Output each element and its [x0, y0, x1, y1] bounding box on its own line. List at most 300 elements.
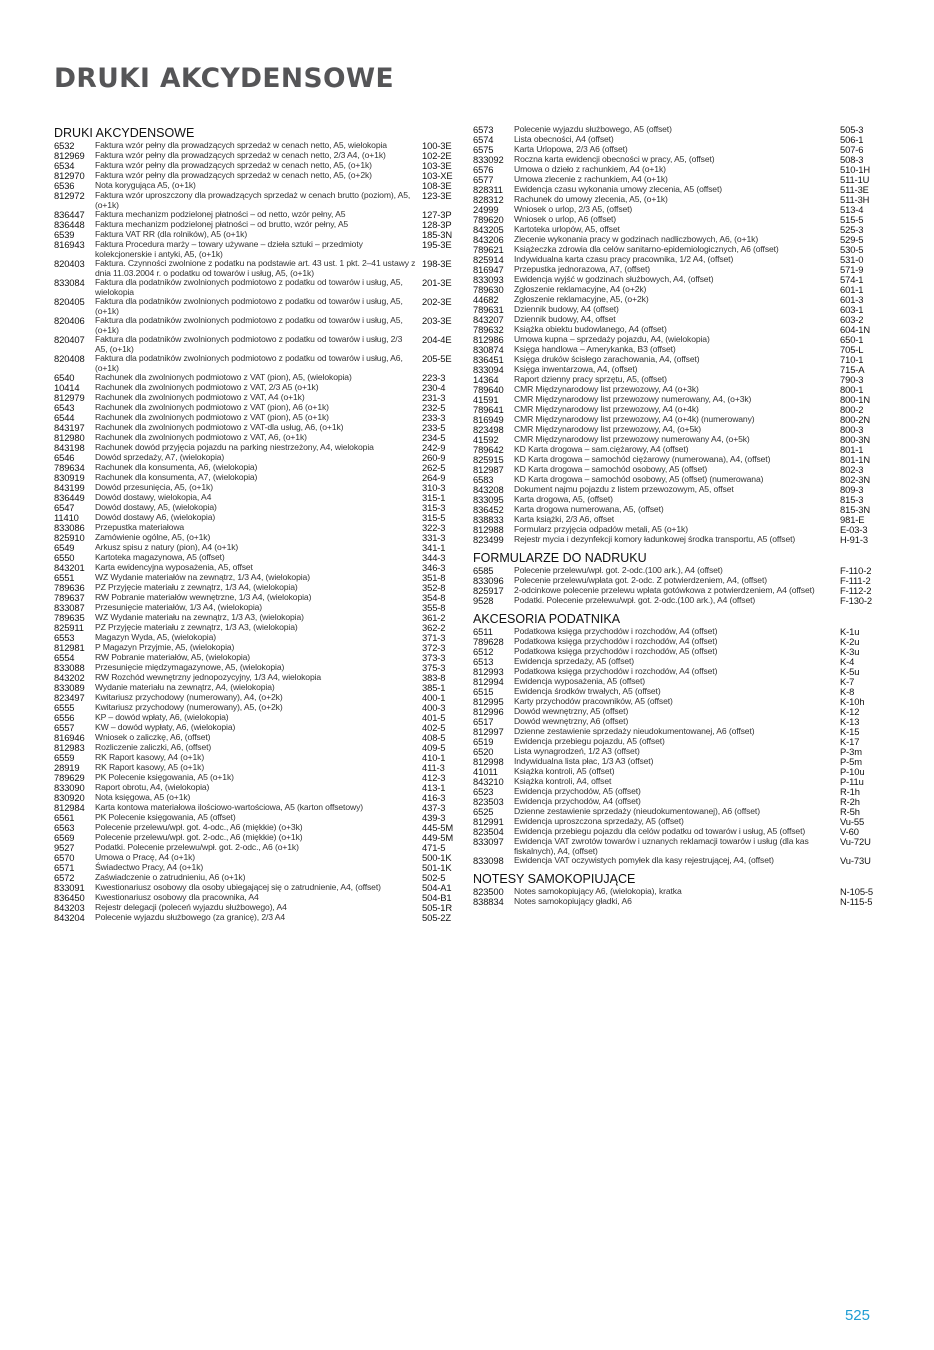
- item-description: Ewidencja przychodów, A4 (offset): [514, 796, 641, 806]
- item-description: Polecenie przelewu/wpłata got. 2-odc. Z potwierdzeniem, A4, (offset): [514, 575, 767, 585]
- item-description: Zamówienie ogólne, A5, (o+1k): [95, 532, 211, 542]
- item-number: 408-5: [422, 732, 446, 743]
- item-number: 529-5: [840, 234, 864, 245]
- catalog-row: [473, 535, 878, 545]
- item-code: 812972: [54, 190, 85, 201]
- item-code: 6546: [54, 452, 75, 463]
- item-description: Dowód wewnętrzny, A6 (offset): [514, 716, 629, 726]
- item-code: 11410: [54, 512, 79, 523]
- item-number: 439-3: [422, 812, 446, 823]
- item-description: PK Polecenie księgowania, A5 (o+1k): [95, 772, 234, 782]
- item-number: 445-5M: [422, 822, 454, 833]
- item-description: Rachunek dla zwolnionych podmiotowo z VAT-dla usług, A6, (o+1k): [95, 422, 344, 432]
- item-code: 843208: [473, 484, 504, 495]
- item-number: 603-2: [840, 314, 864, 325]
- item-description: Karta książki, 2/3 A6, offset: [514, 514, 615, 524]
- item-description: Dowód dostawy A6, (wielokopia): [95, 512, 216, 522]
- item-number: P-5m: [840, 756, 862, 767]
- item-code: 843198: [54, 442, 85, 453]
- item-number: 400-3: [422, 702, 446, 713]
- item-description: Umowa o Pracę, A4 (o+1k): [95, 852, 196, 862]
- item-description: Lista wynagrodzeń, 1/2 A3 (offset): [514, 746, 640, 756]
- item-code: 816947: [473, 264, 504, 275]
- catalog-row: [54, 240, 458, 259]
- item-number: 815-3: [840, 494, 864, 505]
- item-code: 6551: [54, 572, 75, 583]
- right-column: [473, 125, 878, 907]
- item-code: 789636: [54, 582, 85, 593]
- item-number: 103-3E: [422, 160, 452, 171]
- item-description: Ewidencja VAT oczywistych pomyłek dla kasy rejestrującej, A4, (offset): [514, 855, 774, 865]
- item-description: Rejestr delegacji (poleceń wyjazdu służbowego), A4: [95, 902, 287, 912]
- item-number: 800-1N: [840, 394, 871, 405]
- catalog-row: [54, 278, 458, 297]
- item-description: Dziennik budowy, A4, offset: [514, 314, 616, 324]
- item-number: 346-3: [422, 562, 446, 573]
- item-number: 508-3: [840, 154, 864, 165]
- item-code: 823503: [473, 796, 504, 807]
- item-description: Wniosek o urlop, A6 (offset): [514, 214, 617, 224]
- item-code: 6549: [54, 542, 75, 553]
- item-code: 6570: [54, 852, 75, 863]
- item-description: Wniosek o urlop, 2/3 A5, (offset): [514, 204, 633, 214]
- item-description: 2-odcinkowe polecenie przelewu wpłata gotówkowa z potwierdzeniem, A4 (offset): [514, 585, 815, 595]
- item-description: Karta ewidencyjna wyposażenia, A5, offset: [95, 562, 253, 572]
- item-description: Ewidencja sprzedaży, A5 (offset): [514, 656, 635, 666]
- item-description: Faktura Procedura marży – towary używane – dzieła sztuki – przedmioty kolekcjonerskie i antyki, A5, (o+1k): [95, 239, 363, 259]
- item-code: 24999: [473, 204, 499, 215]
- item-number: 449-5M: [422, 832, 454, 843]
- item-code: 6539: [54, 229, 75, 240]
- item-description: Podatkowa księga przychodów i rozchodów, A4 (offset): [514, 636, 718, 646]
- item-code: 820405: [54, 296, 85, 307]
- item-code: 789635: [54, 612, 85, 623]
- item-description: Rachunek dla zwolnionych podmiotowo z VAT (pion), A6 (o+1k): [95, 402, 329, 412]
- item-description: Faktura dla podatników zwolnionych podmiotowo z podatku od towarów i usług, A5, (o+1k): [95, 296, 403, 316]
- item-description: Rachunek dla zwolnionych podmiotowo z VAT (pion), A5, (wielokopia): [95, 372, 352, 382]
- item-number: 331-3: [422, 532, 446, 543]
- item-number: 232-5: [422, 402, 446, 413]
- item-number: 413-1: [422, 782, 446, 793]
- item-number: P-3m: [840, 746, 862, 757]
- item-code: 836451: [473, 354, 504, 365]
- item-code: 812970: [54, 170, 85, 181]
- item-number: 108-3E: [422, 180, 452, 191]
- item-description: Wniosek o zaliczkę, A6, (offset): [95, 732, 211, 742]
- item-description: Umowa zlecenie z rachunkiem, A4 (o+1k): [514, 174, 668, 184]
- item-number: 525-3: [840, 224, 864, 235]
- item-number: 800-1: [840, 384, 864, 395]
- item-code: 6515: [473, 686, 494, 697]
- catalog-row: [54, 913, 458, 923]
- item-code: 812997: [473, 726, 504, 737]
- item-description: RW Pobranie materiałów, A5, (wielokopia): [95, 652, 251, 662]
- item-number: F-112-2: [840, 585, 872, 596]
- item-number: 195-3E: [422, 239, 452, 250]
- item-description: Rachunek dla konsumenta, A6, (wielokopia): [95, 462, 258, 472]
- item-code: 812981: [54, 642, 85, 653]
- item-code: 830874: [473, 344, 504, 355]
- item-description: Polecenie wyjazdu służbowego, A5 (offset): [514, 124, 672, 134]
- item-number: 352-8: [422, 582, 446, 593]
- item-code: 789640: [473, 384, 504, 395]
- item-code: 836452: [473, 504, 504, 515]
- item-code: 820403: [54, 258, 85, 269]
- item-description: Dokument najmu pojazdu z listem przewozowym, A5, offset: [514, 484, 734, 494]
- item-code: 41592: [473, 434, 499, 445]
- item-description: Faktura wzór pełny dla prowadzących sprzedaż w cenach netto, A5, (o+2k): [95, 170, 372, 180]
- item-number: N-115-5: [840, 896, 873, 907]
- item-code: 6534: [54, 160, 75, 171]
- item-code: 6556: [54, 712, 75, 723]
- item-code: 833093: [473, 274, 504, 285]
- item-description: Faktura VAT RR (dla rolników), A5 (o+1k): [95, 229, 248, 239]
- item-description: Książeczka zdrowia dla celów sanitarno-epidemiologicznych, A6 (offset): [514, 244, 779, 254]
- catalog-row: [473, 837, 878, 856]
- item-description: KW – dowód wypłaty, A6, (wielokopia): [95, 722, 236, 732]
- item-number: 410-1: [422, 752, 446, 763]
- item-description: Rachunek dla konsumenta, A7, (wielokopia): [95, 472, 258, 482]
- item-number: 230-4: [422, 382, 446, 393]
- item-code: 44682: [473, 294, 499, 305]
- item-number: 800-2: [840, 404, 864, 415]
- item-number: 234-5: [422, 432, 446, 443]
- item-code: 828311: [473, 184, 503, 195]
- item-number: 233-3: [422, 412, 446, 423]
- item-code: 9528: [473, 595, 494, 606]
- item-code: 789628: [473, 636, 504, 647]
- item-code: 833095: [473, 494, 504, 505]
- item-number: 515-5: [840, 214, 864, 225]
- item-description: Faktura wzór pełny dla prowadzących sprzedaż w cenach netto, A5, wielokopia: [95, 140, 387, 150]
- item-number: 650-1: [840, 334, 864, 345]
- item-description: Rozliczenie zaliczki, A6, (offset): [95, 742, 212, 752]
- item-code: 836449: [54, 492, 85, 503]
- item-description: Rachunek dla zwolnionych podmiotowo z VAT, A4 (o+1k): [95, 392, 305, 402]
- item-code: 789620: [473, 214, 504, 225]
- item-description: Księga handlowa – Amerykanka, B3 (offset): [514, 344, 676, 354]
- item-number: 574-1: [840, 274, 864, 285]
- item-number: 500-1K: [422, 852, 452, 863]
- item-code: 6553: [54, 632, 75, 643]
- item-number: H-91-3: [840, 534, 868, 545]
- item-code: 812986: [473, 334, 504, 345]
- item-code: 843202: [54, 672, 85, 683]
- item-number: K-12: [840, 706, 860, 717]
- item-description: Kwitariusz przychodowy (numerowany), A4, (o+2k): [95, 692, 283, 702]
- item-description: Umowa o dzieło z rachunkiem, A4 (o+1k): [514, 164, 666, 174]
- item-code: 843201: [54, 562, 85, 573]
- item-number: 264-9: [422, 472, 446, 483]
- item-code: 830920: [54, 792, 85, 803]
- item-code: 836448: [54, 219, 85, 230]
- item-description: Ewidencja czasu wykonania umowy zlecenia, A5 (offset): [514, 184, 722, 194]
- item-code: 843197: [54, 422, 85, 433]
- item-description: Faktura. Czynności zwolnione z podatku na podstawie art. 43 ust. 1 pkt. 2–41 ustawy z dnia 11.03.2004 r. o podatku od towarów i usług, A5, (o+1k): [95, 258, 416, 278]
- item-number: K-8: [840, 686, 855, 697]
- catalog-row: [54, 259, 458, 278]
- item-description: CMR Międzynarodowy list przewozowy, A4 (o+3k): [514, 384, 699, 394]
- item-code: 6517: [473, 716, 494, 727]
- item-number: F-110-2: [840, 565, 872, 576]
- item-code: 812996: [473, 706, 504, 717]
- item-code: 838833: [473, 514, 504, 525]
- item-code: 789629: [54, 772, 85, 783]
- item-number: 375-3: [422, 662, 446, 673]
- item-number: 103-XE: [422, 170, 453, 181]
- item-description: PK Polecenie księgowania, A5 (offset): [95, 812, 236, 822]
- item-description: Faktura dla podatników zwolnionych podmiotowo z podatku od towarów i usług, A5, wielokopia: [95, 277, 403, 297]
- item-number: 505-3: [840, 124, 864, 135]
- item-description: WZ Wydanie materiału na zewnątrz, 1/3 A3, (wielokopia): [95, 612, 304, 622]
- item-code: 6583: [473, 474, 494, 485]
- item-description: Notes samokopiujący gładki, A6: [514, 896, 632, 906]
- item-description: Księga druków ścisłego zarachowania, A4, (offset): [514, 354, 700, 364]
- item-number: R-1h: [840, 786, 860, 797]
- item-description: Raport obrotu, A4, (wielokopia): [95, 782, 210, 792]
- item-code: 14364: [473, 374, 499, 385]
- item-number: 123-3E: [422, 190, 452, 201]
- item-number: 513-4: [840, 204, 864, 215]
- item-number: 373-3: [422, 652, 446, 663]
- item-number: 260-9: [422, 452, 446, 463]
- catalog-row: [473, 897, 878, 907]
- item-number: K-4: [840, 656, 855, 667]
- item-code: 825914: [473, 254, 504, 265]
- item-code: 816946: [54, 732, 85, 743]
- item-number: 505-2Z: [422, 912, 451, 923]
- item-number: 354-8: [422, 592, 446, 603]
- item-number: 127-3P: [422, 209, 452, 220]
- item-number: 510-1H: [840, 164, 871, 175]
- item-description: Rachunek do umowy zlecenia, A5, (o+1k): [514, 194, 668, 204]
- item-number: R-5h: [840, 806, 860, 817]
- item-number: E-03-3: [840, 524, 868, 535]
- item-description: Nota księgowa, A5 (o+1k): [95, 792, 191, 802]
- item-number: K-5u: [840, 666, 860, 677]
- item-number: 341-1: [422, 542, 446, 553]
- item-code: 789632: [473, 324, 504, 335]
- item-code: 789641: [473, 404, 504, 415]
- page-title: DRUKI AKCYDENSOWE: [54, 63, 395, 94]
- item-description: Ewidencja wyjść w godzinach służbowych, A4, (offset): [514, 274, 714, 284]
- item-description: CMR Międzynarodowy list przewozowy, A4 (o+4k) (numerowany): [514, 414, 755, 424]
- item-code: 833084: [54, 277, 85, 288]
- item-number: F-130-2: [840, 595, 872, 606]
- item-code: 6554: [54, 652, 75, 663]
- item-number: P-10u: [840, 766, 865, 777]
- item-description: CMR Międzynarodowy list przewozowy numerowany, A4, (o+3k): [514, 394, 752, 404]
- item-code: 6547: [54, 502, 75, 513]
- item-code: 828312: [473, 194, 504, 205]
- item-description: RW Pobranie materiałów wewnętrzne, 1/3 A4, (wielokopia): [95, 592, 312, 602]
- item-number: 361-2: [422, 612, 446, 623]
- item-description: Ewidencja środków trwałych, A5 (offset): [514, 686, 661, 696]
- item-number: 416-3: [422, 792, 446, 803]
- item-code: 789637: [54, 592, 85, 603]
- item-code: 812984: [54, 802, 85, 813]
- catalog-row: [473, 596, 878, 606]
- item-description: Dowód przesunięcia, A5, (o+1k): [95, 482, 213, 492]
- item-number: 802-3: [840, 464, 864, 475]
- item-code: 6544: [54, 412, 75, 423]
- item-description: Rachunek dla zwolnionych podmiotowo z VAT, A6, (o+1k): [95, 432, 307, 442]
- item-code: 816949: [473, 414, 504, 425]
- item-code: 812979: [54, 392, 85, 403]
- item-number: 815-3N: [840, 504, 871, 515]
- item-description: Polecenie przelewu/wpł. got. 4-odc., A6 (miękkie) (o+3k): [95, 822, 303, 832]
- item-number: 705-L: [840, 344, 864, 355]
- item-number: 223-3: [422, 372, 446, 383]
- item-description: Ewidencja wyposażenia, A5 (offset): [514, 676, 645, 686]
- item-description: Roczna karta ewidencji obecności w pracy, A5, (offset): [514, 154, 715, 164]
- item-description: Dowód dostawy, wielokopia, A4: [95, 492, 212, 502]
- item-number: 401-5: [422, 712, 446, 723]
- item-code: 6573: [473, 124, 494, 135]
- item-description: KD Karta drogowa – sam.ciężarowy, A4 (offset): [514, 444, 689, 454]
- item-description: Faktura mechanizm podzielonej płatności – od brutto, wzór pełny, A5: [95, 219, 349, 229]
- item-number: 315-1: [422, 492, 446, 503]
- item-number: 601-1: [840, 284, 864, 295]
- left-column: [54, 125, 458, 923]
- item-number: 710-1: [840, 354, 864, 365]
- item-description: Dzienne zestawienie sprzedaży (nieudokumentowanej), A6 (offset): [514, 806, 760, 816]
- item-number: 128-3P: [422, 219, 452, 230]
- item-number: 233-5: [422, 422, 446, 433]
- item-number: 355-8: [422, 602, 446, 613]
- item-description: Magazyn Wyda, A5, (wielokopia): [95, 632, 216, 642]
- item-code: 6525: [473, 806, 494, 817]
- item-code: 843205: [473, 224, 504, 235]
- item-code: 6576: [473, 164, 494, 175]
- item-description: CMR Międzynarodowy list przewozowy, A4, (o+5k): [514, 424, 702, 434]
- item-number: 412-3: [422, 772, 446, 783]
- item-number: 262-5: [422, 462, 446, 473]
- item-code: 9527: [54, 842, 75, 853]
- item-description: Przepustka materiałowa: [95, 522, 185, 532]
- item-description: Zlecenie wykonania pracy w godzinach nadliczbowych, A6, (o+1k): [514, 234, 759, 244]
- item-description: Polecenie przelewu/wpł. got. 2-odc.(100 ark.), A4 (offset): [514, 565, 723, 575]
- item-description: P Magazyn Przyjmie, A5, (wielokopia): [95, 642, 235, 652]
- item-code: 6519: [473, 736, 494, 747]
- item-number: 506-1: [840, 134, 864, 145]
- item-description: Dowód dostawy, A5, (wielokopia): [95, 502, 217, 512]
- item-description: Księga inwentarzowa, A4, (offset): [514, 364, 638, 374]
- item-number: 809-3: [840, 484, 864, 495]
- item-code: 823498: [473, 424, 504, 435]
- item-number: 185-3N: [422, 229, 453, 240]
- item-number: 204-4E: [422, 334, 452, 345]
- item-code: 833097: [473, 836, 504, 847]
- item-code: 812993: [473, 666, 504, 677]
- item-number: 471-5: [422, 842, 446, 853]
- item-number: 100-3E: [422, 140, 452, 151]
- item-description: Podatki. Polecenie przelewu/wpł. got. 2-odc., A6 (o+1k): [95, 842, 299, 852]
- item-code: 41011: [473, 766, 498, 777]
- item-code: 812969: [54, 150, 85, 161]
- item-description: Ewidencja uproszczona sprzedaży, A5 (offset): [514, 816, 684, 826]
- item-code: 823497: [54, 692, 85, 703]
- item-description: Dowód sprzedaży, A7, (wielokopia): [95, 452, 225, 462]
- catalog-row: [54, 316, 458, 335]
- item-number: 198-3E: [422, 258, 452, 269]
- item-code: 812998: [473, 756, 504, 767]
- item-code: 820408: [54, 353, 85, 364]
- item-code: 6572: [54, 872, 75, 883]
- item-code: 843210: [473, 776, 504, 787]
- item-code: 823499: [473, 534, 504, 545]
- item-code: 833098: [473, 855, 504, 866]
- catalog-row: [473, 856, 878, 866]
- item-code: 6585: [473, 565, 494, 576]
- item-code: 789642: [473, 444, 504, 455]
- item-number: P-11u: [840, 776, 864, 787]
- item-number: 402-5: [422, 722, 446, 733]
- section-title: NOTESY SAMOKOPIUJĄCE: [473, 872, 636, 886]
- item-description: Lista obecności, A4 (offset): [514, 134, 614, 144]
- item-number: 409-5: [422, 742, 446, 753]
- item-code: 789634: [54, 462, 85, 473]
- item-description: KD Karta drogowa – samochód osobowy, A5 (offset) (numerowana): [514, 474, 764, 484]
- item-number: 800-2N: [840, 414, 871, 425]
- item-code: 789630: [473, 284, 504, 295]
- item-code: 6540: [54, 372, 75, 383]
- item-code: 812987: [473, 464, 504, 475]
- item-number: 351-8: [422, 572, 446, 583]
- item-code: 843199: [54, 482, 85, 493]
- item-number: 801-1N: [840, 454, 871, 465]
- item-number: 362-2: [422, 622, 446, 633]
- item-number: K-17: [840, 736, 860, 747]
- item-number: 231-3: [422, 392, 446, 403]
- item-description: Ewidencja przychodów, A5 (offset): [514, 786, 641, 796]
- item-number: K-13: [840, 716, 860, 727]
- item-number: 371-3: [422, 632, 446, 643]
- item-code: 28919: [54, 762, 80, 773]
- item-description: Faktura dla podatników zwolnionych podmiotowo z podatku od towarów i usług, 2/3 A5, (o+1k): [95, 334, 403, 354]
- item-code: 6512: [473, 646, 494, 657]
- item-code: 833087: [54, 602, 85, 613]
- item-description: Faktura mechanizm podzielonej płatności – od netto, wzór pełny, A5: [95, 209, 346, 219]
- item-description: Faktura dla podatników zwolnionych podmiotowo z podatku od towarów i usług, A6, (o+1k): [95, 353, 403, 373]
- item-code: 833090: [54, 782, 85, 793]
- item-description: Świadectwo Pracy, A4 (o+1k): [95, 862, 204, 872]
- item-code: 812994: [473, 676, 504, 687]
- item-number: 604-1N: [840, 324, 871, 335]
- item-code: 825915: [473, 454, 504, 465]
- item-code: 6536: [54, 180, 75, 191]
- item-number: K-7: [840, 676, 855, 687]
- catalog-row: [54, 354, 458, 373]
- item-description: PZ Przyjęcie materiału z zewnątrz, 1/3 A3, (wielokopia): [95, 622, 298, 632]
- item-description: RK Raport kasowy, A5 (o+1k): [95, 762, 205, 772]
- item-number: 981-E: [840, 514, 865, 525]
- item-code: 833088: [54, 662, 85, 673]
- item-description: Faktura wzór pełny dla prowadzących sprzedaż w cenach netto, A5, (o+1k): [95, 160, 372, 170]
- item-description: Polecenie przelewu/wpł. got. 2-odc., A6 (miękkie) (o+1k): [95, 832, 303, 842]
- item-number: R-2h: [840, 796, 860, 807]
- item-number: 102-2E: [422, 150, 452, 161]
- item-code: 833091: [54, 882, 85, 893]
- item-number: K-1u: [840, 626, 860, 637]
- item-description: Kartoteka urlopów, A5, offset: [514, 224, 620, 234]
- item-code: 812983: [54, 742, 85, 753]
- item-number: 571-9: [840, 264, 864, 275]
- item-code: 833094: [473, 364, 504, 375]
- item-description: Książka kontroli, A4, offset: [514, 776, 612, 786]
- item-description: Karta drogowa numerowana, A5, (offset): [514, 504, 664, 514]
- item-number: F-111-2: [840, 575, 871, 586]
